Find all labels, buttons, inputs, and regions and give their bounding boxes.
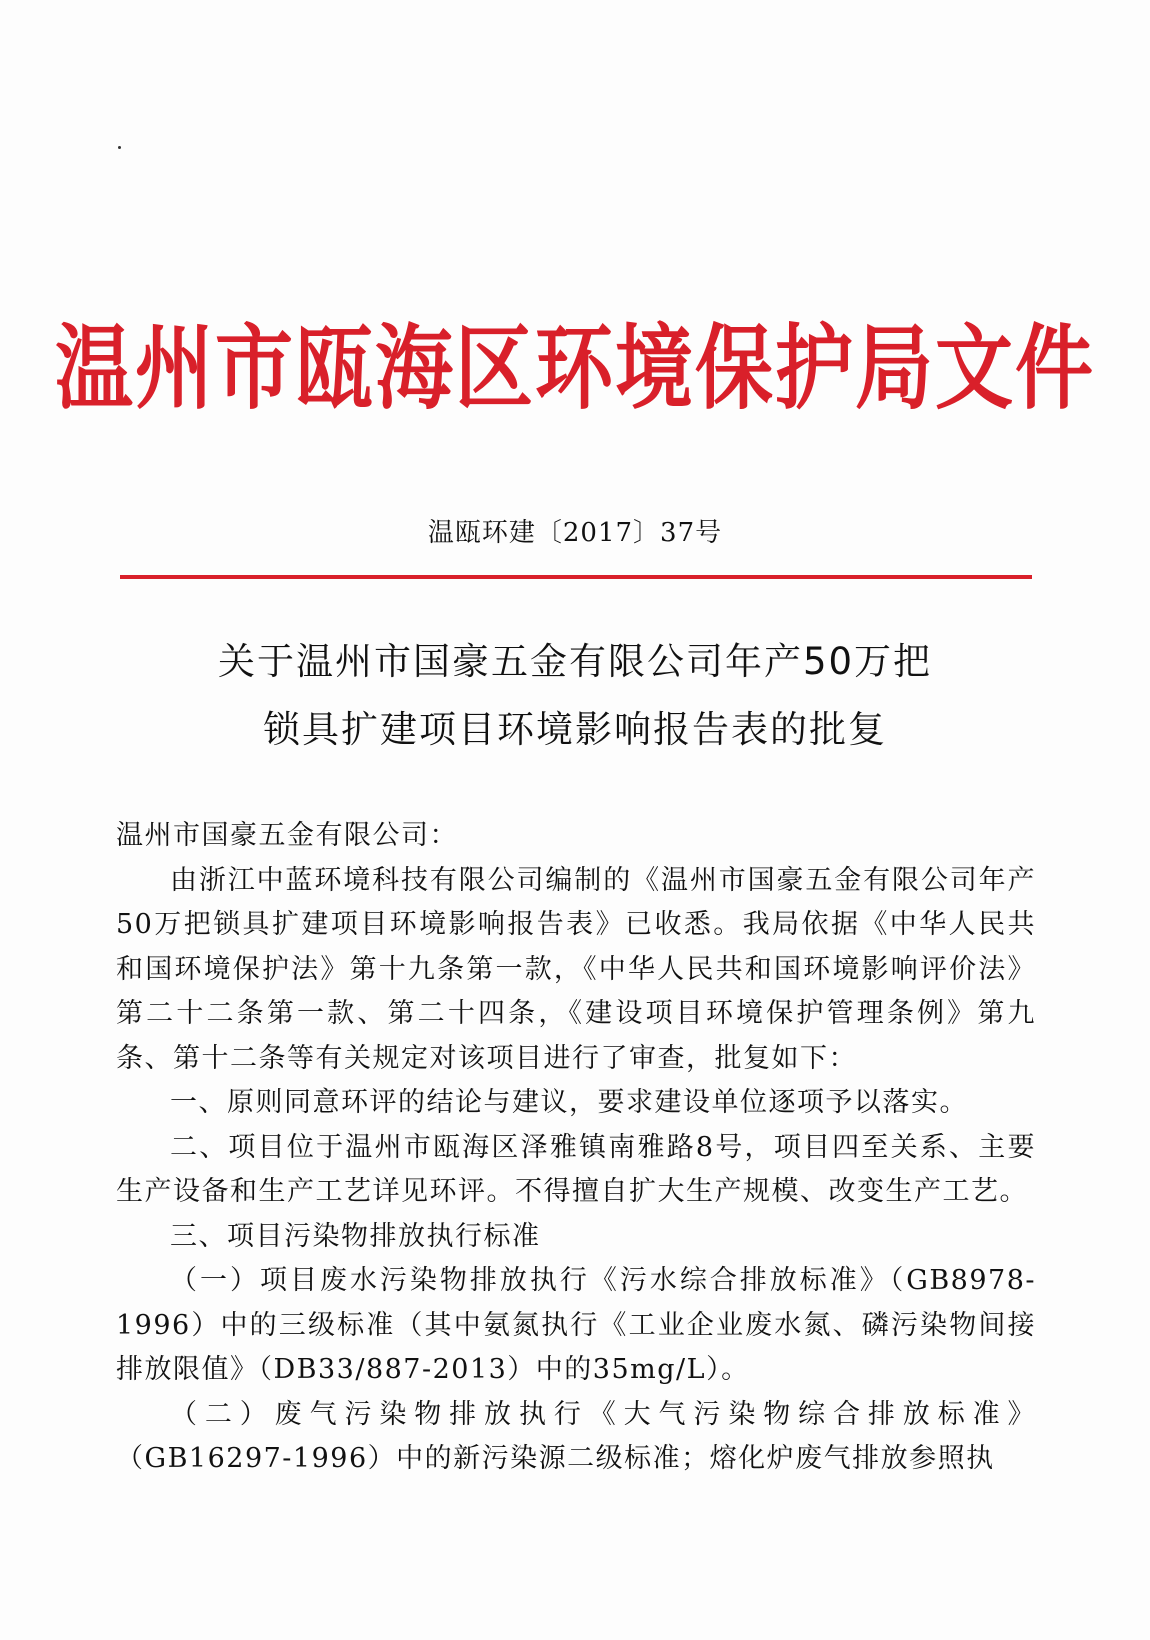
red-divider-rule xyxy=(120,575,1032,579)
paragraph-item-2: 二、项目位于温州市瓯海区泽雅镇南雅路8号，项目四至关系、主要生产设备和生产工艺详见环评。不得擅自扩大生产规模、改变生产工艺。 xyxy=(116,1131,1036,1207)
document-body xyxy=(116,814,1036,1482)
paragraph-intro: 由浙江中蓝环境科技有限公司编制的《温州市国豪五金有限公司年产50万把锁具扩建项目环境影响报告表》已收悉。我局依据《中华人民共和国环境保护法》第十九条第一款，《中华人民共和国环境影响评价法》第二十二条第一款、第二十四条，《建设项目环境保护管理条例》第九条、第十二条等有关规定对该项目进行了审查，批复如下： xyxy=(116,864,1036,1074)
paragraph-item-3-1: （一）项目废水污染物排放执行《污水综合排放标准》（GB8978-1996）中的三级标准（其中氨氮执行《工业企业废水氮、磷污染物间接排放限值》（DB33/887-2013）中的35mg/L）。 xyxy=(116,1265,1036,1385)
scan-speck xyxy=(118,146,121,149)
paragraph-item-3-2: （二）废气污染物排放执行《大气污染物综合排放标准》（GB16297-1996）中的新污染源二级标准；熔化炉废气排放参照执 xyxy=(116,1398,1036,1474)
title-line-2: 锁具扩建项目环境影响报告表的批复 xyxy=(263,708,887,751)
issuer-masthead: 温州市瓯海区环境保护局文件 xyxy=(54,316,1095,423)
paragraph-item-3-heading: 三、项目污染物排放执行标准 xyxy=(170,1220,541,1252)
addressee: 温州市国豪五金有限公司： xyxy=(116,820,458,851)
paragraph-item-1: 一、原则同意环评的结论与建议，要求建设单位逐项予以落实。 xyxy=(170,1087,968,1118)
title-line-1: 关于温州市国豪五金有限公司年产50万把 xyxy=(217,640,933,683)
document-number: 温瓯环建〔2017〕37号 xyxy=(427,518,723,548)
document-title xyxy=(0,628,1150,764)
